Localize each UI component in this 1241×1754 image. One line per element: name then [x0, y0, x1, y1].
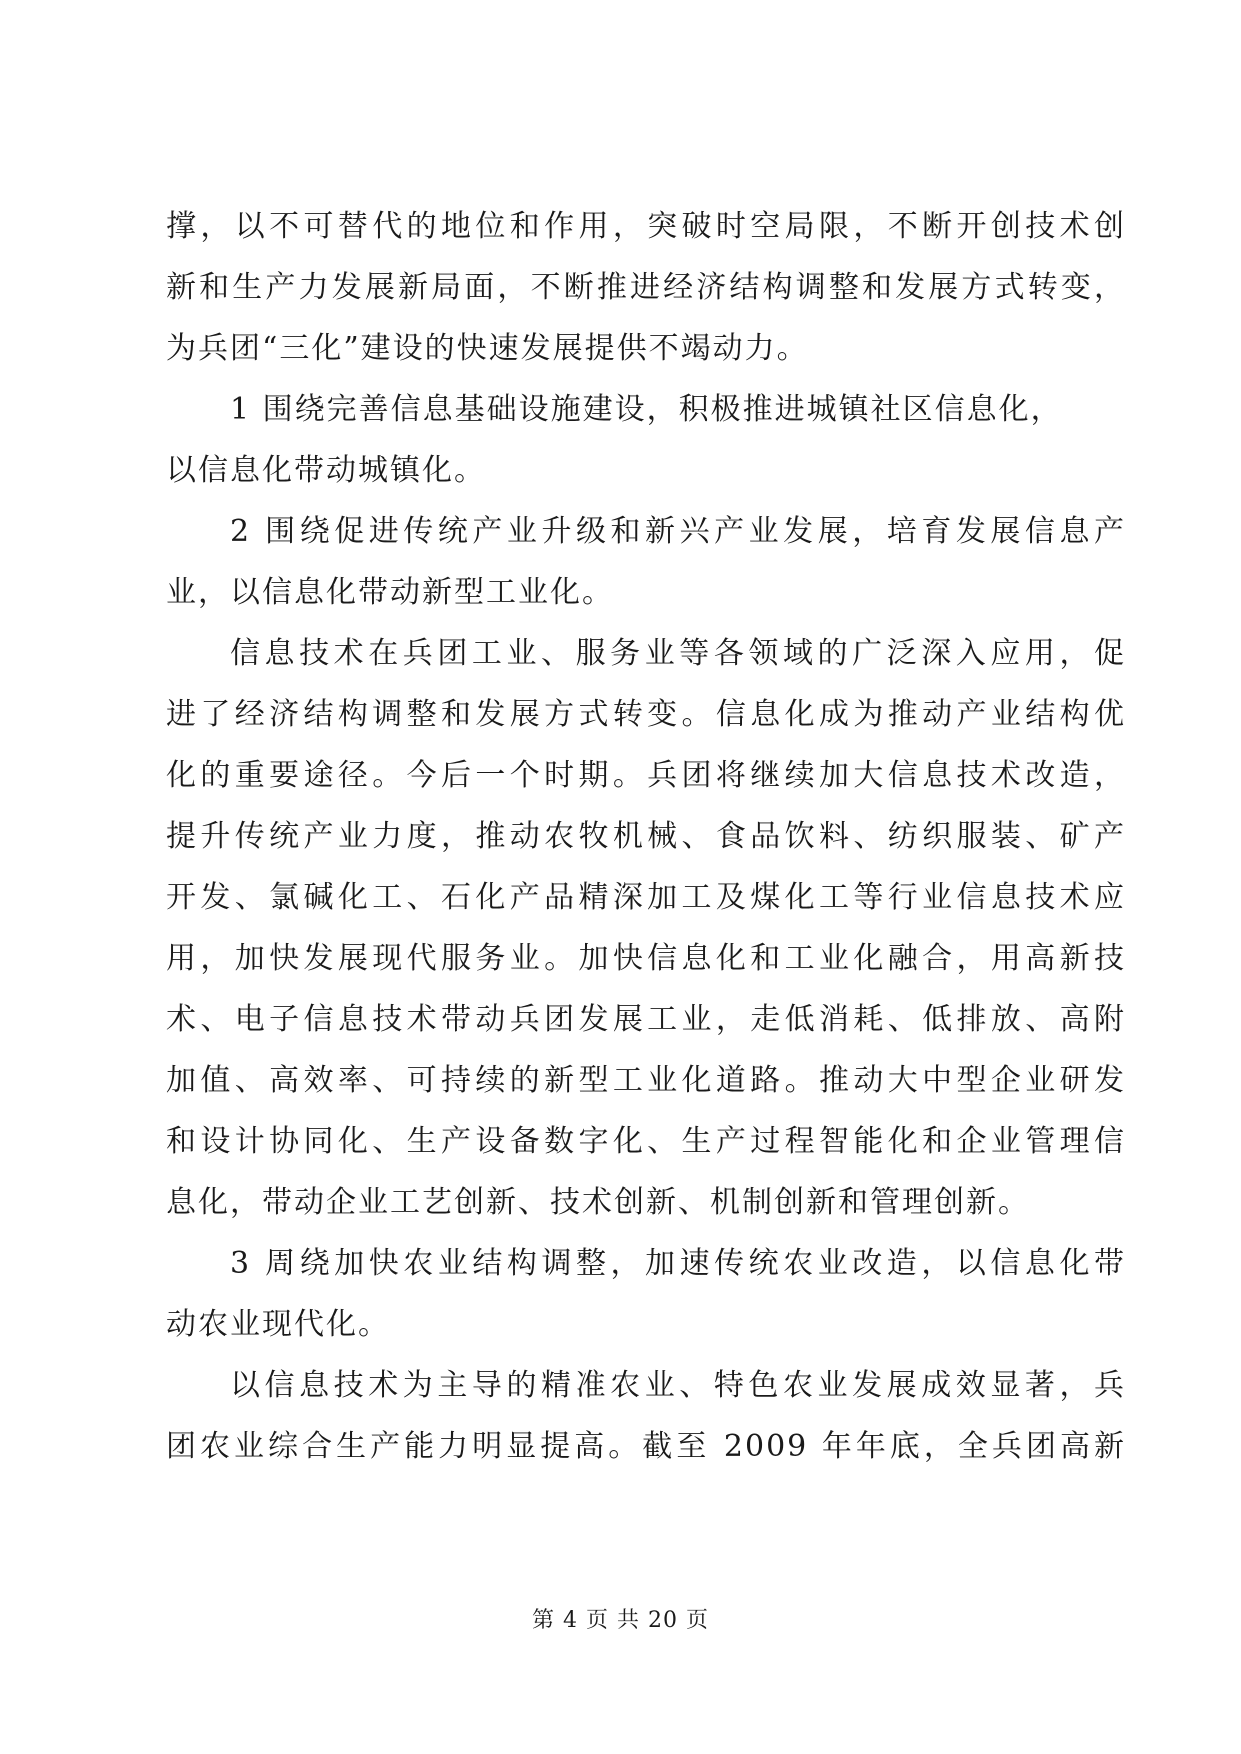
text-line: 为兵团“三化”建设的快速发展提供不竭动力。: [166, 331, 809, 366]
text-line: 新和生产力发展新局面，不断推进经济结构调整和发展方式转变，: [166, 270, 1126, 305]
text-line: 团农业综合生产能力明显提高。截至 2009 年年底，全兵团高新: [166, 1429, 1126, 1464]
text-line: 用，加快发展现代服务业。加快信息化和工业化融合，用高新技: [166, 941, 1126, 976]
text-line: 提升传统产业力度，推动农牧机械、食品饮料、纺织服装、矿产: [166, 819, 1126, 854]
text-line: 化的重要途径。今后一个时期。兵团将继续加大信息技术改造，: [166, 758, 1126, 793]
text-line: 信息技术在兵团工业、服务业等各领域的广泛深入应用，促: [230, 636, 1126, 671]
text-line: 进了经济结构调整和发展方式转变。信息化成为推动产业结构优: [166, 697, 1126, 732]
text-line: 动农业现代化。: [166, 1307, 390, 1342]
text-line: 以信息技术为主导的精准农业、特色农业发展成效显著，兵: [230, 1368, 1126, 1403]
text-line: 2 围绕促进传统产业升级和新兴产业发展，培育发展信息产: [230, 514, 1126, 549]
text-line: 3 周绕加快农业结构调整，加速传统农业改造，以信息化带: [230, 1246, 1126, 1281]
text-line: 术、电子信息技术带动兵团发展工业，走低消耗、低排放、高附: [166, 1002, 1126, 1037]
text-line: 撑，以不可替代的地位和作用，突破时空局限，不断开创技术创: [166, 209, 1126, 244]
text-line: 业，以信息化带动新型工业化。: [166, 575, 614, 610]
text-line: 息化，带动企业工艺创新、技术创新、机制创新和管理创新。: [166, 1185, 1030, 1220]
text-line: 1 围绕完善信息基础设施建设，积极推进城镇社区信息化，: [230, 392, 1063, 427]
text-line: 以信息化带动城镇化。: [166, 453, 486, 488]
text-line: 开发、氯碱化工、石化产品精深加工及煤化工等行业信息技术应: [166, 880, 1126, 915]
page-footer: 第 4 页 共 20 页: [532, 1608, 709, 1633]
text-line: 加值、高效率、可持续的新型工业化道路。推动大中型企业研发: [166, 1063, 1126, 1098]
text-line: 和设计协同化、生产设备数字化、生产过程智能化和企业管理信: [166, 1124, 1126, 1159]
